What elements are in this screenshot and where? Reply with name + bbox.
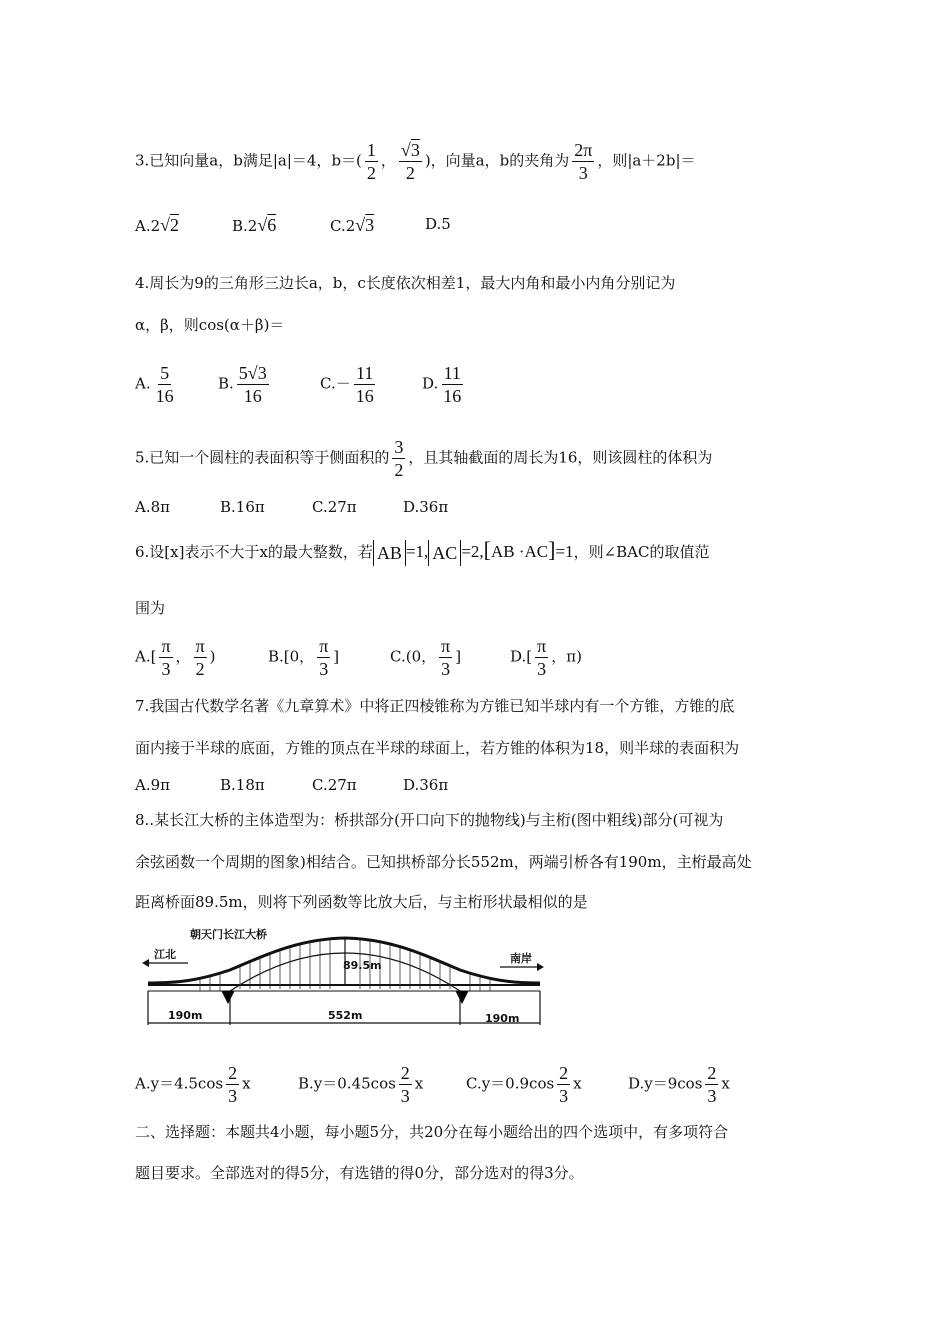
q6-option-c	[390, 635, 461, 680]
q6-option-d-label: D.[	[510, 647, 533, 666]
left-arrow-head	[142, 959, 149, 967]
q8-option-d	[628, 1062, 730, 1107]
q6-abs-ab: AB	[373, 540, 406, 566]
q8-option-b-post: x	[414, 1074, 424, 1093]
q3-by-num: √3	[400, 140, 420, 160]
q5-num: 3	[394, 437, 404, 457]
q3-option-b-label: B.2	[232, 217, 258, 235]
q6-suffix: ，则∠BAC的取值范	[573, 543, 710, 561]
q4-option-c	[320, 362, 379, 407]
q4-option-c-label: C.－	[320, 374, 351, 393]
q6-option-b-end: ]	[333, 647, 340, 666]
dim-left: 190m	[168, 1009, 203, 1022]
right-arrow-head	[537, 963, 544, 971]
q4-option-b-label: B.	[218, 374, 234, 393]
q3-option-c-label: C.2	[330, 217, 356, 235]
q6-option-d-frac	[535, 635, 548, 680]
bridge-figure	[140, 925, 550, 1030]
q4-option-a-num: 5	[160, 363, 170, 383]
q6-option-d	[510, 635, 582, 680]
q3-option-d-label: D.5	[425, 215, 451, 233]
q5-option-c: C.27π	[312, 498, 357, 516]
q4-option-b-den: 16	[243, 386, 262, 406]
q4-option-b-coef: 5	[238, 363, 248, 383]
q7-line2: 面内接于半球的底面，方锥的顶点在半球的球面上，若方锥的体积为18，则半球的表面积为	[135, 739, 740, 757]
q6-option-a-d1: 3	[161, 659, 171, 679]
q3-stem	[135, 139, 696, 184]
q8-option-c	[466, 1062, 582, 1107]
q3-sep: ，	[380, 151, 396, 170]
q6-option-d-n1: π	[537, 636, 547, 656]
q3-mid: )，向量a，b的夹角为	[424, 151, 570, 170]
q6-floor-open: [	[483, 537, 491, 562]
q3-option-a-sqrt: √2	[160, 215, 180, 235]
q8-option-c-frac	[557, 1062, 570, 1107]
q8-option-a-num: 2	[228, 1063, 238, 1083]
q7-option-a: A.9π	[135, 776, 171, 794]
q3-angle-den: 3	[578, 163, 588, 183]
q5-suffix: ，且其轴截面的周长为16，则该圆柱的体积为	[408, 448, 713, 467]
q4-line1: 4.周长为9的三角形三边长a，b，c长度依次相差1，最大内角和最小内角分别记为	[135, 274, 676, 292]
q4-option-b-rad: 3	[257, 363, 267, 383]
q4-option-a-fraction	[154, 362, 176, 407]
q6-option-b-d1: 3	[319, 659, 329, 679]
q8-option-a-den: 3	[228, 1086, 238, 1106]
q4-option-a	[135, 362, 179, 407]
q6-eq2: =2,	[461, 542, 484, 561]
q6-dot-product: AB ·AC	[490, 542, 549, 561]
q3-option-d	[425, 215, 451, 233]
q8-line1: 8..某长江大桥的主体造型为：桥拱部分(开口向下的抛物线)与主桁(图中粗线)部分(可视为	[135, 811, 724, 829]
q6-option-a-label: A.[	[135, 647, 157, 666]
q5-option-b: B.16π	[220, 498, 265, 516]
q6-option-c-label: C.(0，	[390, 647, 437, 666]
q6-option-a-frac2	[194, 635, 207, 680]
q7-option-b: B.18π	[220, 776, 265, 794]
q8-option-c-post: x	[573, 1074, 582, 1093]
q5-option-d: D.36π	[403, 498, 449, 516]
q8-option-a-post: x	[242, 1074, 251, 1093]
section2-line1: 二、选择题：本题共4小题，每小题5分，共20分在每小题给出的四个选项中，有多项符合	[135, 1123, 729, 1141]
q6-line2: 围为	[135, 599, 166, 617]
q8-option-d-num: 2	[707, 1063, 717, 1083]
q4-option-b	[218, 362, 272, 407]
q3-option-b	[232, 215, 276, 236]
q6-eq3: =1	[555, 542, 574, 561]
q5-prefix: 5.已知一个圆柱的表面积等于侧面积的	[135, 448, 390, 467]
q8-option-c-num: 2	[559, 1063, 569, 1083]
q3-bx-den: 2	[366, 163, 376, 183]
q3-angle-num: 2π	[574, 140, 593, 160]
q8-option-c-den: 3	[559, 1086, 569, 1106]
q3-prefix: 3.已知向量a，b满足|a|＝4，b＝(	[135, 151, 362, 170]
q3-by-rad: 3	[410, 140, 420, 160]
q4-option-d	[422, 362, 466, 407]
q3-bx-fraction	[365, 139, 378, 184]
q3-option-b-rad: 6	[267, 215, 277, 235]
q8-option-b-frac	[399, 1062, 412, 1107]
q8-option-d-post: x	[721, 1074, 730, 1093]
q4-option-d-den: 16	[443, 386, 462, 406]
q3-option-c	[330, 215, 374, 236]
q6-option-b	[268, 635, 339, 680]
q6-option-a-d2: 2	[195, 659, 205, 679]
q5-den: 2	[394, 460, 404, 480]
q6-option-c-end: ]	[455, 647, 462, 666]
q4-line2: α，β，则cos(α＋β)＝	[135, 316, 285, 334]
q3-angle-fraction	[572, 139, 594, 184]
q6-option-c-frac	[439, 635, 452, 680]
q8-option-d-den: 3	[707, 1086, 717, 1106]
q6-option-b-label: B.[0，	[268, 647, 315, 666]
q8-option-a	[135, 1062, 251, 1107]
piers	[222, 991, 468, 1003]
q3-option-a-label: A.2	[135, 217, 161, 235]
q4-option-b-fraction	[237, 362, 269, 407]
q4-option-b-num: 5√3	[238, 363, 267, 383]
q6-option-b-frac	[317, 635, 330, 680]
q4-option-c-fraction	[354, 362, 376, 407]
q8-line2: 余弦函数一个周期的图象)相结合。已知拱桥部分长552m，两端引桥各有190m，主桁最高处	[135, 853, 752, 871]
height-label: 89.5m	[343, 959, 382, 972]
q3-option-c-sqrt: √3	[355, 215, 375, 235]
q6-prefix: 6.设[x]表示不大于x的最大整数，若	[135, 543, 373, 561]
q3-option-a-rad: 2	[170, 215, 180, 235]
q8-option-b-num: 2	[400, 1063, 410, 1083]
q6-option-d-d1: 3	[537, 659, 547, 679]
q4-option-a-den: 16	[155, 386, 174, 406]
q6-option-b-n1: π	[319, 636, 329, 656]
q7-line1: 7.我国古代数学名著《九章算术》中将正四棱锥称为方锥已知半球内有一个方锥，方锥的底	[135, 697, 735, 715]
q3-option-b-sqrt: √6	[257, 215, 277, 235]
q3-option-c-rad: 3	[365, 215, 375, 235]
q5-option-a: A.8π	[135, 498, 171, 516]
q7-option-d: D.36π	[403, 776, 449, 794]
q8-option-c-pre: C.y＝0.9cos	[466, 1074, 555, 1093]
q8-option-b-pre: B.y＝0.45cos	[298, 1074, 396, 1093]
q6-option-a-sep: ，	[175, 647, 191, 666]
q6-option-a-n2: π	[195, 636, 205, 656]
dim-right: 190m	[485, 1012, 520, 1025]
q6-abs-ac: AC	[428, 540, 461, 566]
q5-fraction	[392, 436, 405, 481]
q6-floor-close: ]	[548, 537, 556, 562]
q6-option-a	[135, 635, 216, 680]
q3-suffix: ，则|a＋2b|＝	[597, 151, 696, 170]
bridge-left-bank: 江北	[154, 948, 176, 961]
bridge-title: 朝天门长江大桥	[190, 928, 267, 941]
q3-bx-num: 1	[366, 140, 376, 160]
q8-line3: 距离桥面89.5m，则将下列函数等比放大后，与主桁形状最相似的是	[135, 893, 588, 911]
q6-option-a-end: )	[209, 647, 216, 666]
section2-line2: 题目要求。全部选对的得5分，有选错的得0分，部分选对的得3分。	[135, 1164, 584, 1182]
q8-option-b-den: 3	[400, 1086, 410, 1106]
q8-option-a-frac	[226, 1062, 239, 1107]
q4-option-c-num: 11	[356, 363, 374, 383]
q6-option-c-d1: 3	[441, 659, 451, 679]
q8-option-d-frac	[705, 1062, 718, 1107]
q8-option-a-pre: A.y＝4.5cos	[135, 1074, 224, 1093]
q6-option-a-frac1	[159, 635, 172, 680]
q5-stem	[135, 436, 712, 481]
q3-by-fraction	[399, 139, 422, 184]
q3-option-a	[135, 215, 179, 236]
q3-by-den: 2	[405, 163, 415, 183]
q4-option-d-label: D.	[422, 374, 439, 393]
q4-option-c-den: 16	[355, 386, 374, 406]
q6-eq1: =1,	[405, 542, 429, 561]
q6-stem	[135, 537, 710, 566]
bridge-right-bank: 南岸	[510, 952, 532, 965]
q6-option-c-n1: π	[441, 636, 451, 656]
q4-option-d-fraction	[441, 362, 463, 407]
q6-option-a-n1: π	[161, 636, 171, 656]
dim-mid: 552m	[328, 1009, 363, 1022]
q8-option-b	[298, 1062, 423, 1107]
q4-option-a-label: A.	[135, 374, 151, 393]
q7-option-c: C.27π	[312, 776, 357, 794]
q4-option-d-num: 11	[443, 363, 461, 383]
q6-option-d-end: ，π)	[551, 647, 582, 666]
q8-option-d-pre: D.y＝9cos	[628, 1074, 703, 1093]
